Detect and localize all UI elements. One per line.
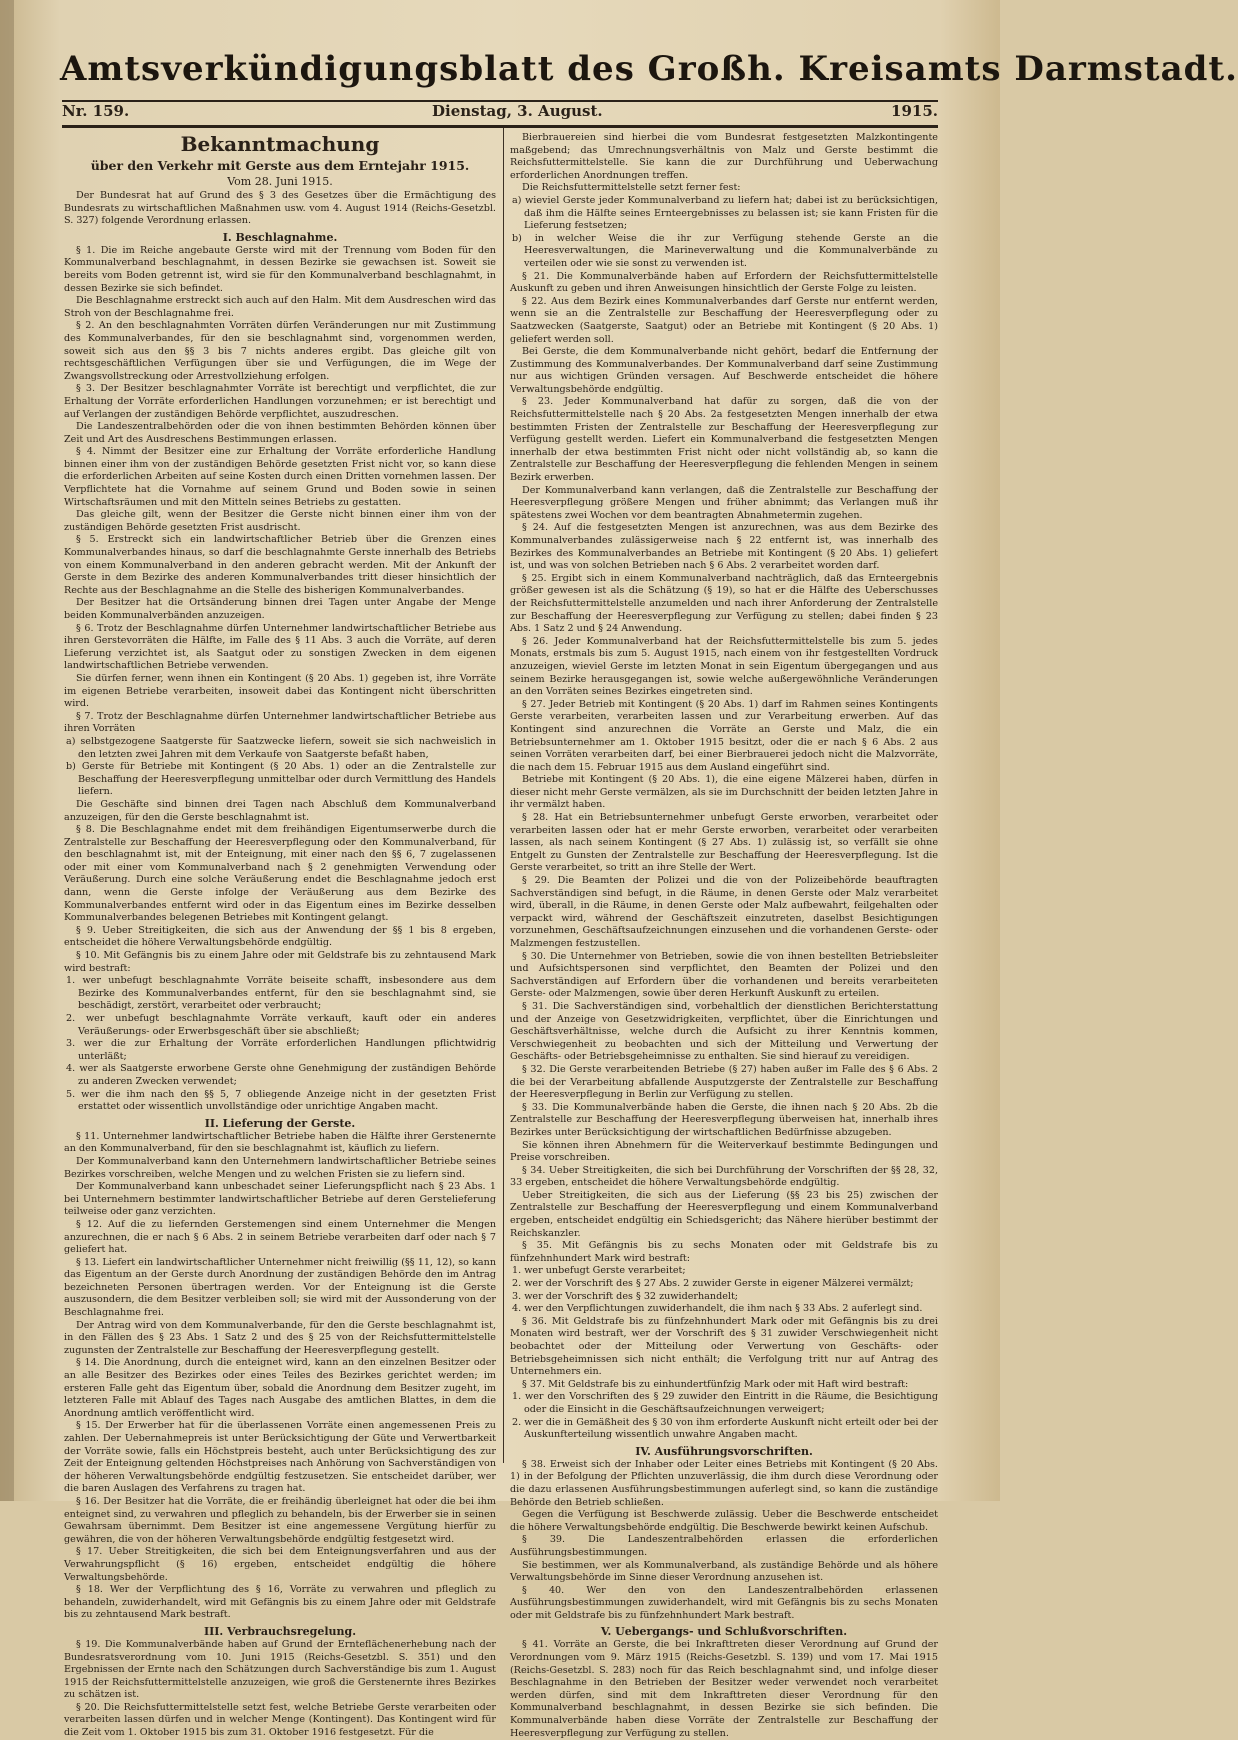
paragraph-group xyxy=(64,799,496,975)
paragraph: § 34. Ueber Streitigkeiten, die sich bei Durchführung der Vorschriften der §§ 28, 32, 33 ergeben, entscheidet die höhere Verwaltungsbehörde endgültig. xyxy=(510,1164,938,1189)
paragraph-group xyxy=(510,1316,938,1392)
article-title: Bekanntmachung xyxy=(180,132,380,156)
paragraph-group xyxy=(64,1131,496,1622)
section-heading: II. Lieferung der Gerste. xyxy=(204,1116,356,1130)
paragraph: Bei Gerste, die dem Kommunalverbande nicht gehört, bedarf die Entfernung der Zustimmung des Kommunalverbandes. Der Kommunalverband darf seine Zustimmung nur aus wichtigen Gründen versagen. Auf Beschwerde entscheidet die höhere Verwaltungsbehörde endgültig. xyxy=(510,346,938,395)
paragraph-group xyxy=(64,245,496,736)
paragraph: Der Kommunalverband kann verlangen, daß die Zentralstelle zur Beschaffung der Heeresverpflegung größere Mengen und früher abnimmt; das Verlangen muß ihr spätestens zwei Wochen vor dem beantragten Abnahmetermin zugehen. xyxy=(510,484,938,521)
section-heading: IV. Ausführungsvorschriften. xyxy=(635,1444,813,1458)
issue-number: Nr. 159. xyxy=(62,102,130,120)
list-group xyxy=(64,736,496,799)
paragraph: § 16. Der Besitzer hat die Vorräte, die er freihändig überleignet hat oder die bei ihm enteignet sind, zu verwahren und pfleglich zu behandeln, bis der Erwerber sie in seinen Gewahrsam übernimmt. Dem Besitzer ist eine angemessene Vergütung hierfür zu gewähren, die von der höheren Verwaltungsbehörde endgültig festgesetzt wird. xyxy=(64,1495,496,1545)
column-left xyxy=(64,132,496,1739)
paragraph: § 39. Die Landeszentralbehörden erlassen die erforderlichen Ausführungsbestimmungen. xyxy=(510,1534,938,1558)
paragraph: § 7. Trotz der Beschlagnahme dürfen Unternehmer landwirtschaftlicher Betriebe aus ihren Vorräten xyxy=(64,710,496,735)
paragraph: Gegen die Verfügung ist Beschwerde zulässig. Ueber die Beschwerde entscheidet die höhere Verwaltungsbehörde endgültig. Die Beschwerde bewirkt keinen Aufschub. xyxy=(510,1509,938,1533)
list-item: 1. wer unbefugt beschlagnahmte Vorräte beiseite schafft, insbesondere aus dem Bezirke des Kommunalverbandes entfernt, für den sie beschlagnahmt sind, sie beschädigt, zerstört, verarbeitet oder verbraucht; xyxy=(66,975,496,1012)
list-group xyxy=(64,975,496,1114)
list-item: 4. wer als Saatgerste erworbene Gerste ohne Genehmigung der zuständigen Behörde zu anderen Zwecken verwendet; xyxy=(66,1063,496,1087)
paragraph: § 36. Mit Geldstrafe bis zu fünfzehnhundert Mark oder mit Gefängnis bis zu drei Monaten wird bestraft, wer der Vorschrift des § 31 zuwider Verschwiegenheit nicht beobachtet oder der Mitteilung oder Verwertung von Geschäfts- oder Betriebsgeheimnissen sich nicht enthält; die Verfolgung tritt nur auf Antrag des Unternehmers ein. xyxy=(510,1315,938,1378)
section-heading: V. Uebergangs- und Schlußvorschriften. xyxy=(600,1625,848,1639)
page-edge-shadow xyxy=(0,0,14,1501)
paragraph: § 41. Vorräte an Gerste, die bei Inkrafttreten dieser Verordnung auf Grund der Verordnungen vom 9. März 1915 (Reichs-Gesetzbl. S. 139) und vom 17. Mai 1915 (Reichs-Gesetzbl. S. 283) noch für das Reich beschlagnahmt sind, und infolge dieser Beschlagnahme in den Betrieben der Besitzer weder verwendet noch verarbeitet werden dürfen, sind mit dem Inkrafttreten dieser Verordnung für den Kommunalverband beschlagnahmt, in dessen Bezirke sie sich befinden. Die Kommunalverbände haben diese Vorräte der Zentralstelle zur Beschaffung der Heeresverpflegung zur Verfügung zu stellen. xyxy=(510,1639,938,1739)
list-item: 5. wer die ihm nach den §§ 5, 7 obliegende Anzeige nicht in der gesetzten Frist erstattet oder wissentlich unvollständige oder unrichtige Angaben macht. xyxy=(66,1088,496,1113)
paragraph: Die Landeszentralbehörden oder die von ihnen bestimmten Behörden können über Zeit und Art des Ausdreschens Bestimmungen erlassen. xyxy=(64,421,496,445)
paragraph: Bierbrauereien sind hierbei die vom Bundesrat festgesetzten Malzkontingente maßgebend; das Umrechnungsverhältnis von Malz und Gerste bestimmt die Reichsfuttermittelstelle. Sie kann die zur Durchführung und Ueberwachung erforderlichen Anordnungen treffen. xyxy=(510,132,938,181)
paragraph: § 5. Erstreckt sich ein landwirtschaftlicher Betrieb über die Grenzen eines Kommunalverbandes hinaus, so darf die beschlagnahmte Gerste innerhalb des Betriebs von einem Kommunalverband in den anderen gebracht werden. Mit der Ankunft der Gerste in dem Bezirke des anderen Kommunalverbandes tritt dieser hinsichtlich der Rechte aus der Beschlagnahme an die Stelle des bisherigen Kommunalverbandes. xyxy=(64,534,496,596)
list-group xyxy=(510,1391,938,1441)
paragraph: § 40. Wer den von den Landeszentralbehörden erlassenen Ausführungsbestimmungen zuwiderhandelt, wird mit Gefängnis bis zu sechs Monaten oder mit Geldstrafe bis zu fünfzehnhundert Mark bestraft. xyxy=(510,1584,938,1621)
paragraph: § 27. Jeder Betrieb mit Kontingent (§ 20 Abs. 1) darf im Rahmen seines Kontingents Gerste verarbeiten, verarbeiten lassen und zur Verarbeitung erwerben. Auf das Kontingent sind anzurechnen die Vorräte an Gerste und Malz, die ein Betriebsunternehmer am 1. Oktober 1915 besitzt, oder die er nach § 6 Abs. 2 aus seinen Vorräten verarbeiten darf, bei einer Bierbrauerei jedoch nicht die Malzvorräte, die nach dem 15. Februar 1915 aus dem Ausland eingeführt sind. xyxy=(510,698,938,773)
list-item: 2. wer der Vorschrift des § 27 Abs. 2 zuwider Gerste in eigener Mälzerei vermälzt; xyxy=(512,1278,914,1290)
issue-year: 1915. xyxy=(891,102,938,120)
paragraph: Die Geschäfte sind binnen drei Tagen nach Abschluß dem Kommunalverband anzuzeigen, für den die Gerste beschlagnahmt ist. xyxy=(64,798,496,823)
paragraph: § 28. Hat ein Betriebsunternehmer unbefugt Gerste erworben, verarbeitet oder verarbeiten lassen oder hat er mehr Gerste erworben, verarbeitet oder verarbeiten lassen, als nach seinem Kontingent (§ 27 Abs. 1) zulässig ist, so verfällt sie ohne Entgelt zu Gunsten der Zentralstelle zur Beschaffung der Heeresverpflegung. Ist die Gerste verarbeitet, so tritt an ihre Stelle der Wert. xyxy=(510,812,938,874)
paragraph: § 13. Liefert ein landwirtschaftlicher Unternehmer nicht freiwillig (§§ 11, 12), so kann das Eigentum an der Gerste durch Anordnung der zuständigen Behörde den im Antrag bezeichneten Personen übertragen werden. Vor der Enteignung ist die Gerste auszusondern, die dem Besitzer verbleiben soll; sie wird mit der Aussonderung von der Beschlagnahme frei. xyxy=(64,1256,496,1319)
paragraph: § 24. Auf die festgesetzten Mengen ist anzurechnen, was aus dem Bezirke des Kommunalverbandes zulässigerweise nach § 22 entfernt ist, was innerhalb des Bezirkes des Kommunalverbandes an Betriebe mit Kontingent (§ 20 Abs. 1) geliefert ist, und was von solchen Betrieben nach § 6 Abs. 2 verarbeitet worden darf. xyxy=(510,522,938,572)
column-separator xyxy=(503,128,504,1463)
masthead-title: Amtsverkündigungsblatt des Großh. Kreisamts Darmstadt. xyxy=(60,49,1238,89)
paragraph: § 1. Die im Reiche angebaute Gerste wird mit der Trennung vom Boden für den Kommunalverband beschlagnahmt, in dessen Bezirke sie gewachsen ist. Soweit sie bereits vom Boden getrennt ist, wird sie für den Kommunalverband beschlagnahmt, in dessen Bezirke sie sich befindet. xyxy=(64,244,496,294)
paragraph: § 20. Die Reichsfuttermittelstelle setzt fest, welche Betriebe Gerste verarbeiten oder verarbeiten lassen dürfen und in welcher Menge (Kontingent). Das Kontingent wird für die Zeit vom 1. Oktober 1915 bis zum 31. Oktober 1916 festgesetzt. Für die xyxy=(64,1701,496,1739)
paragraph: § 37. Mit Geldstrafe bis zu einhundertfünfzig Mark oder mit Haft wird bestraft: xyxy=(522,1378,909,1390)
list-item: b) in welcher Weise die ihr zur Verfügung stehende Gerste an die Heeresverwaltungen, die Marineverwaltung und die Kommunalverbände zu verteilen oder wie sie sonst zu verwenden ist. xyxy=(512,232,938,269)
section-heading: III. Verbrauchsregelung. xyxy=(203,1624,357,1638)
paragraph: Ueber Streitigkeiten, die sich aus der Lieferung (§§ 23 bis 25) zwischen der Zentralstelle zur Beschaffung der Heeresverpflegung und einem Kommunalverband ergeben, entscheidet endgültig ein Schiedsgericht; das Nähere hierüber bestimmt der Reichskanzler. xyxy=(510,1189,938,1239)
paragraph: § 15. Der Erwerber hat für die überlassenen Vorräte einen angemessenen Preis zu zahlen. Der Uebernahmepreis ist unter Berücksichtigung der Güte und Verwertbarkeit der Vorräte sowie, falls ein Höchstpreis besteht, auch unter Berücksichtigung des zur Zeit der Enteignung geltenden Höchstpreises nach Anhörung von Sachverständigen von der höheren Verwaltungsbehörde endgültig festzusetzen. Sie entscheidet darüber, wer die baren Auslagen des Verfahrens zu tragen hat. xyxy=(64,1420,496,1495)
paragraph: § 3. Der Besitzer beschlagnahmter Vorräte ist berechtigt und verpflichtet, die zur Erhaltung der Vorräte erforderlichen Handlungen vorzunehmen; er ist berechtigt und auf Verlangen der zuständigen Behörde verpflichtet, auszudreschen. xyxy=(64,383,496,420)
paragraph: § 19. Die Kommunalverbände haben auf Grund der Ernteflächenerhebung nach der Bundesratsverordnung vom 10. Juni 1915 (Reichs-Gesetzbl. S. 351) und den Ergebnissen der Ernte nach den Schätzungen durch Sachverständige bis zum 1. August 1915 der Reichsfuttermittelstelle anzuzeigen, wie groß die Gerstenernte ihres Bezirkes zu schätzen ist. xyxy=(64,1638,496,1701)
section-heading: I. Beschlagnahme. xyxy=(222,230,338,244)
article-subtitle: über den Verkehr mit Gerste aus dem Erntejahr 1915. xyxy=(90,158,470,173)
paragraph: § 11. Unternehmer landwirtschaftlicher Betriebe haben die Hälfte ihrer Gerstenernte an den Kommunalverband, für den sie beschlagnahmt ist, käuflich zu liefern. xyxy=(64,1130,496,1155)
paragraph: § 26. Jeder Kommunalverband hat der Reichsfuttermittelstelle bis zum 5. jedes Monats, erstmals bis zum 5. August 1915, nach einem von ihr festgestellten Vordruck anzuzeigen, wieviel Gerste im letzten Monat in sein Eigentum übergegangen und aus seinem Bezirke herausgegangen ist, sowie welche außergewöhnliche Veränderungen an den Vorräten seines Bezirkes eingetreten sind. xyxy=(510,635,938,698)
paragraph: § 22. Aus dem Bezirk eines Kommunalverbandes darf Gerste nur entfernt werden, wenn sie an die Zentralstelle zur Beschaffung der Heeresverpflegung oder zu Saatzwecken (Saatgerste, Saatgut) oder an Betriebe mit Kontingent (§ 20 Abs. 1) geliefert werden soll. xyxy=(510,295,938,345)
paragraph: § 17. Ueber Streitigkeiten, die sich bei dem Enteignungsverfahren und aus der Verwahrungspflicht (§ 16) ergeben, entscheidet endgültig die höhere Verwaltungsbehörde. xyxy=(64,1546,496,1583)
paragraph: Der Besitzer hat die Ortsänderung binnen drei Tagen unter Angabe der Menge beiden Kommunalverbänden anzuzeigen. xyxy=(64,597,496,621)
list-item: 1. wer unbefugt Gerste verarbeitet; xyxy=(512,1265,686,1277)
list-item: 2. wer die in Gemäßheit des § 30 von ihm erforderte Auskunft nicht erteilt oder bei der Auskunfterteilung wissentlich unwahre Angaben macht. xyxy=(512,1416,938,1441)
paragraph: § 9. Ueber Streitigkeiten, die sich aus der Anwendung der §§ 1 bis 8 ergeben, entscheidet die höhere Verwaltungsbehörde endgültig. xyxy=(64,924,496,949)
paragraph-group xyxy=(510,271,938,1266)
issue-date: Dienstag, 3. August. xyxy=(432,102,603,120)
list-group xyxy=(510,195,938,271)
article-date: Vom 28. Juni 1915. xyxy=(227,175,333,188)
paragraph: Das gleiche gilt, wenn der Besitzer die Gerste nicht binnen einer ihm von der zuständigen Behörde gesetzten Frist ausdrischt. xyxy=(64,509,496,533)
paragraph-group xyxy=(64,1639,496,1740)
dateline xyxy=(62,102,938,124)
paragraph: § 25. Ergibt sich in einem Kommunalverband nachträglich, daß das Ernteergebnis größer gewesen ist als die Schätzung (§ 19), so hat er die Hälfte des Ueberschusses der Reichsfuttermittelstelle anzumelden und nach ihrer Anforderung der Zentralstelle zur Beschaffung der Heeresverpflegung zur Verfügung zu stellen; dabei finden § 23 Abs. 1 Satz 2 und § 24 Anwendung. xyxy=(510,572,938,635)
list-item: 3. wer der Vorschrift des § 32 zuwiderhandelt; xyxy=(512,1290,739,1302)
list-item: a) selbstgezogene Saatgerste für Saatzwecke liefern, soweit sie sich nachweislich in den letzten zwei Jahren mit dem Verkaufe von Saatgerste befaßt haben, xyxy=(66,735,496,760)
paragraph: § 8. Die Beschlagnahme endet mit dem freihändigen Eigentumserwerbe durch die Zentralstelle zur Beschaffung der Heeresverpflegung oder den Kommunalverband, für den beschlagnahmt ist, mit der Enteignung, mit einer nach den §§ 6, 7 zugelassenen oder mit einer vom Kommunalverband nach § 2 genehmigten Verwendung oder Veräußerung. Durch eine solche Veräußerung endet die Beschlagnahme jedoch erst dann, wenn die Gerste infolge der Veräußerung aus dem Bezirke des Kommunalverbandes entfernt wird oder in das Eigentum eines im Bezirke desselben Kommunalverbandes belegenen Betriebes mit Kontingent gelangt. xyxy=(64,824,496,924)
paragraph: Sie dürfen ferner, wenn ihnen ein Kontingent (§ 20 Abs. 1) gegeben ist, ihre Vorräte im eigenen Betriebe verarbeiten, insoweit dabei das Kontingent nicht überschritten wird. xyxy=(64,672,496,710)
list-item: 3. wer die zur Erhaltung der Vorräte erforderlichen Handlungen pflichtwidrig unterläßt; xyxy=(66,1038,496,1062)
dateline-rule xyxy=(62,125,938,128)
paragraph-group xyxy=(510,1639,938,1740)
paragraph: § 38. Erweist sich der Inhaber oder Leiter eines Betriebs mit Kontingent (§ 20 Abs. 1) in der Befolgung der Pflichten unzuverlässig, die ihm durch diese Verordnung oder die dazu erlassenen Ausführungsbestimmungen auferlegt sind, so kann die zuständige Behörde den Betrieb schließen. xyxy=(510,1458,938,1508)
paragraph-group xyxy=(510,132,938,195)
paragraph: Die Reichsfuttermittelstelle setzt ferner fest: xyxy=(522,182,741,194)
paragraph: § 18. Wer der Verpflichtung des § 16, Vorräte zu verwahren und pfleglich zu behandeln, zuwiderhandelt, wird mit Gefängnis bis zu einem Jahre oder mit Geldstrafe bis zu zehntausend Mark bestraft. xyxy=(64,1584,496,1621)
list-item: b) Gerste für Betriebe mit Kontingent (§ 20 Abs. 1) oder an die Zentralstelle zur Beschaffung der Heeresverpflegung unmittelbar oder durch Vermittlung des Handels liefern. xyxy=(66,761,496,798)
paragraph: Betriebe mit Kontingent (§ 20 Abs. 1), die eine eigene Mälzerei haben, dürfen in dieser nicht mehr Gerste vermälzen, als sie im Durchschnitt der beiden letzten Jahre in ihr vermälzt haben. xyxy=(510,774,938,811)
paragraph: § 31. Die Sachverständigen sind, vorbehaltlich der dienstlichen Berichterstattung und der Anzeige von Gesetzwidrigkeiten, verpflichtet, über die Einrichtungen und Geschäftsverhältnisse, welche durch die Aufsicht zu ihrer Kenntnis kommen, Verschwiegenheit zu beobachten und sich der Mitteilung und Verwertung der Geschäfts- oder Betriebsgeheimnisse zu enthalten. Sie sind hierauf zu vereidigen. xyxy=(510,1000,938,1063)
paragraph: § 10. Mit Gefängnis bis zu einem Jahre oder mit Geldstrafe bis zu zehntausend Mark wird bestraft: xyxy=(64,950,496,974)
paragraph: Der Antrag wird von dem Kommunalverbande, für den die Gerste beschlagnahmt ist, in den Fällen des § 23 Abs. 1 Satz 2 und des § 25 von der Reichsfuttermittelstelle zugunsten der Zentralstelle zur Beschaffung der Heeresverpflegung gestellt. xyxy=(64,1319,496,1356)
paragraph: § 23. Jeder Kommunalverband hat dafür zu sorgen, daß die von der Reichsfuttermittelstelle nach § 20 Abs. 2a festgesetzten Mengen innerhalb der etwa bestimmten Fristen der Zentralstelle zur Beschaffung der Heeresverpflegung zur Verfügung gestellt werden. Liefert ein Kommunalverband die festgesetzten Mengen innerhalb der etwa bestimmten Frist nicht oder nicht vollständig ab, so kann die Zentralstelle zur Beschaffung der Heeresverpflegung die fehlenden Mengen in seinem Bezirk erwerben. xyxy=(510,396,938,484)
paragraph: § 33. Die Kommunalverbände haben die Gerste, die ihnen nach § 20 Abs. 2b die Zentralstelle zur Beschaffung der Heeresverpflegung überweisen hat, innerhalb ihres Bezirkes unter Berücksichtigung der wirtschaftlichen Bedürfnisse abzugeben. xyxy=(510,1101,938,1138)
paragraph: § 35. Mit Gefängnis bis zu sechs Monaten oder mit Geldstrafe bis zu fünfzehnhundert Mark wird bestraft: xyxy=(510,1240,938,1264)
list-item: 2. wer unbefugt beschlagnahmte Vorräte verkauft, kauft oder ein anderes Veräußerungs- oder Erwerbsgeschäft über sie abschließt; xyxy=(66,1013,496,1037)
list-group xyxy=(510,1265,938,1315)
paragraph: § 30. Die Unternehmer von Betrieben, sowie die von ihnen bestellten Betriebsleiter und Aufsichtspersonen sind verpflichtet, den Beamten der Polizei und den Sachverständigen auf Erfordern über die vorhandenen und bereits verarbeiteten Gerste- oder Malzmengen, sowie über deren Herkunft Auskunft zu erteilen. xyxy=(510,950,938,1000)
paragraph: Die Beschlagnahme erstreckt sich auch auf den Halm. Mit dem Ausdreschen wird das Stroh von der Beschlagnahme frei. xyxy=(64,295,496,319)
list-item: 1. wer den Vorschriften des § 29 zuwider den Eintritt in die Räume, die Besichtigung oder die Einsicht in die Geschäftsaufzeichnungen verweigert; xyxy=(512,1391,938,1415)
paragraph: § 32. Die Gerste verarbeitenden Betriebe (§ 27) haben außer im Falle des § 6 Abs. 2 die bei der Verarbeitung abfallende Ausputzgerste der Zentralstelle zur Beschaffung der Heeresverpflegung in Berlin zur Verfügung zu stellen. xyxy=(510,1063,938,1101)
paragraph: § 6. Trotz der Beschlagnahme dürfen Unternehmer landwirtschaftlicher Betriebe aus ihren Gerstevorräten die Hälfte, im Falle des § 11 Abs. 3 auch die Vorräte, auf deren Lieferung verzichtet ist, als Saatgut oder zu sonstigen Zwecken in dem eigenen landwirtschaftlichen Betriebe verwenden. xyxy=(64,622,496,672)
paragraph: Sie können ihren Abnehmern für die Weiterverkauf bestimmte Bedingungen und Preise vorschreiben. xyxy=(510,1139,938,1164)
list-item: 4. wer den Verpflichtungen zuwiderhandelt, die ihm nach § 33 Abs. 2 auferlegt sind. xyxy=(512,1303,923,1315)
paragraph-group xyxy=(510,1459,938,1623)
paragraph: § 29. Die Beamten der Polizei und die von der Polizeibehörde beauftragten Sachverständigen sind befugt, in die Räume, in denen Gerste oder Malz verarbeitet wird, überall, in die Räume, in denen Gerste oder Malz aufbewahrt, feilgehalten oder verpackt wird, während der Geschäftszeit einzutreten, daselbst Besichtigungen vorzunehmen, Geschäftsaufzeichnungen einzusehen und die vorhandenen Gerste- oder Malzmengen festzustellen. xyxy=(510,875,938,949)
paragraph: Der Kommunalverband kann den Unternehmern landwirtschaftlicher Betriebe seines Bezirkes vorschreiben, welche Mengen und zu welchen Fristen sie zu liefern sind. xyxy=(64,1155,496,1180)
paragraph: Sie bestimmen, wer als Kommunalverband, als zuständige Behörde und als höhere Verwaltungsbehörde im Sinne dieser Verordnung anzusehen ist. xyxy=(510,1559,938,1584)
paragraph: § 4. Nimmt der Besitzer eine zur Erhaltung der Vorräte erforderliche Handlung binnen einer ihm von der zuständigen Behörde gesetzten Frist nicht vor, so kann diese die erforderlichen Arbeiten auf seine Kosten durch einen Dritten vornehmen lassen. Der Verpflichtete hat die Vornahme auf seinem Grund und Boden sowie in seinen Wirtschaftsräumen und mit den Mitteln seines Betriebs zu gestatten. xyxy=(64,446,496,508)
article-intro: Der Bundesrat hat auf Grund des § 3 des Gesetzes über die Ermächtigung des Bundesrats zu wirtschaftlichen Maßnahmen usw. vom 4. August 1914 (Reichs-Gesetzbl. S. 327) folgende Verordnung erlassen. xyxy=(64,190,496,227)
paragraph: § 12. Auf die zu liefernden Gerstemengen sind einem Unternehmer die Mengen anzurechnen, die er nach § 6 Abs. 2 in seinem Betriebe verarbeiten darf oder nach § 7 geliefert hat. xyxy=(64,1218,496,1256)
list-item: a) wieviel Gerste jeder Kommunalverband zu liefern hat; dabei ist zu berücksichtigen, daß ihm die Hälfte seines Ernteergebnisses zu belassen ist; sie kann Fristen für die Lieferung festsetzen; xyxy=(512,194,938,232)
paragraph: Der Kommunalverband kann unbeschadet seiner Lieferungspflicht nach § 23 Abs. 1 bei Unternehmern bestimmter landwirtschaftlicher Betriebe auf deren Gerstelieferung teilweise oder ganz verzichten. xyxy=(64,1181,496,1218)
paragraph: § 21. Die Kommunalverbände haben auf Erfordern der Reichsfuttermittelstelle Auskunft zu geben und ihren Anweisungen hinsichtlich der Gerste Folge zu leisten. xyxy=(510,270,938,295)
column-right xyxy=(510,132,938,1739)
paragraph: § 2. An den beschlagnahmten Vorräten dürfen Veränderungen nur mit Zustimmung des Kommunalverbandes, für den sie beschlagnahmt sind, vorgenommen werden, soweit sich aus den §§ 3 bis 7 nichts anderes ergibt. Das gleiche gilt von rechtsgeschäftlichen Verfügungen über sie und Verfügungen, die im Wege der Zwangsvollstreckung oder Arrestvollziehung erfolgen. xyxy=(64,320,496,382)
paragraph: § 14. Die Anordnung, durch die enteignet wird, kann an den einzelnen Besitzer oder an alle Besitzer des Bezirkes oder eines Teiles des Bezirkes gerichtet werden; im ersteren Falle geht das Eigentum über, sobald die Anordnung dem Besitzer zugeht, im letzteren Falle mit Ablauf des Tages nach Ausgabe des amtlichen Blattes, in dem die Anordnung amtlich veröffentlicht wird. xyxy=(64,1357,496,1419)
